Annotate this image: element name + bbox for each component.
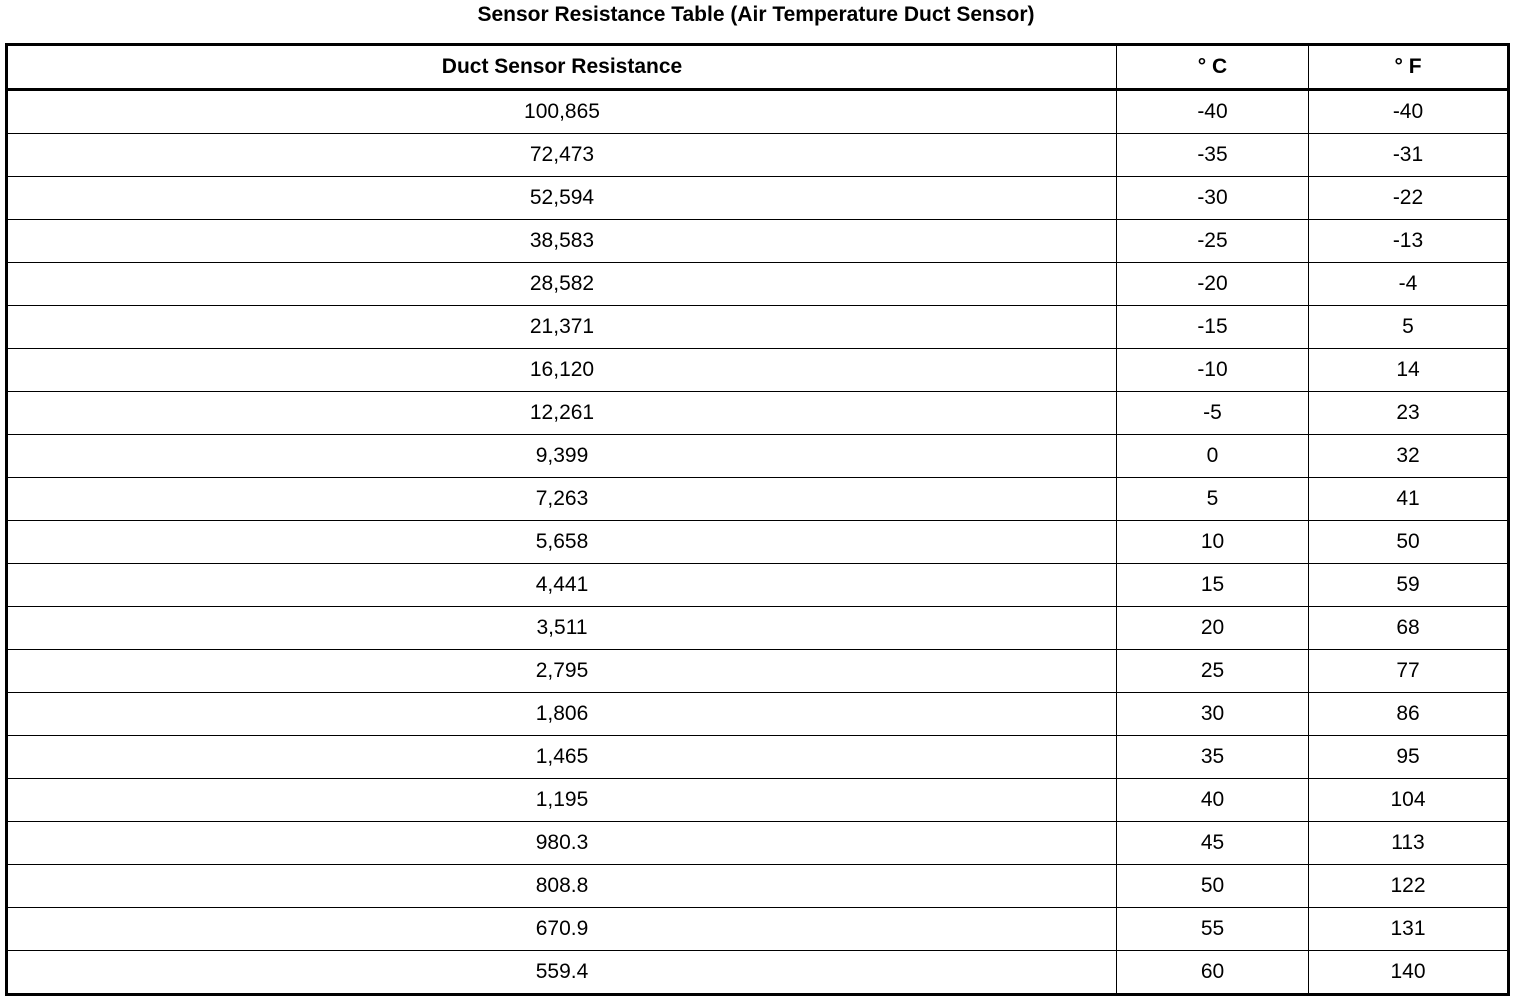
table-row xyxy=(7,908,1509,951)
table-row xyxy=(7,779,1509,822)
cell-fahrenheit: 14 xyxy=(1309,349,1509,392)
table-row xyxy=(7,736,1509,779)
cell-celsius: 55 xyxy=(1117,908,1309,951)
cell-resistance: 52,594 xyxy=(7,177,1117,220)
cell-fahrenheit: -40 xyxy=(1309,90,1509,134)
table-title: Sensor Resistance Table (Air Temperature Duct Sensor) xyxy=(477,3,1035,26)
cell-celsius: 25 xyxy=(1117,650,1309,693)
cell-celsius: -25 xyxy=(1117,220,1309,263)
sensor-resistance-table xyxy=(5,43,1510,996)
table-row xyxy=(7,177,1509,220)
cell-resistance: 12,261 xyxy=(7,392,1117,435)
table-row xyxy=(7,865,1509,908)
cell-celsius: -30 xyxy=(1117,177,1309,220)
cell-resistance: 100,865 xyxy=(7,90,1117,134)
cell-resistance: 1,465 xyxy=(7,736,1117,779)
cell-celsius: 50 xyxy=(1117,865,1309,908)
table-row xyxy=(7,134,1509,177)
cell-celsius: 60 xyxy=(1117,951,1309,995)
cell-resistance: 2,795 xyxy=(7,650,1117,693)
cell-resistance: 9,399 xyxy=(7,435,1117,478)
cell-fahrenheit: 113 xyxy=(1309,822,1509,865)
header-row xyxy=(7,45,1509,90)
cell-fahrenheit: 131 xyxy=(1309,908,1509,951)
cell-resistance: 980.3 xyxy=(7,822,1117,865)
cell-fahrenheit: 122 xyxy=(1309,865,1509,908)
cell-celsius: 20 xyxy=(1117,607,1309,650)
cell-resistance: 28,582 xyxy=(7,263,1117,306)
cell-resistance: 559.4 xyxy=(7,951,1117,995)
cell-celsius: 30 xyxy=(1117,693,1309,736)
cell-celsius: 40 xyxy=(1117,779,1309,822)
cell-fahrenheit: 95 xyxy=(1309,736,1509,779)
cell-fahrenheit: 104 xyxy=(1309,779,1509,822)
table-row xyxy=(7,693,1509,736)
table-row xyxy=(7,435,1509,478)
cell-celsius: -15 xyxy=(1117,306,1309,349)
table-row xyxy=(7,90,1509,134)
cell-fahrenheit: 59 xyxy=(1309,564,1509,607)
cell-resistance: 1,806 xyxy=(7,693,1117,736)
table-row xyxy=(7,607,1509,650)
cell-fahrenheit: -4 xyxy=(1309,263,1509,306)
cell-fahrenheit: 32 xyxy=(1309,435,1509,478)
cell-celsius: -20 xyxy=(1117,263,1309,306)
table-row xyxy=(7,521,1509,564)
cell-resistance: 21,371 xyxy=(7,306,1117,349)
header-fahrenheit: ° F xyxy=(1309,45,1509,90)
cell-celsius: -10 xyxy=(1117,349,1309,392)
table-row xyxy=(7,478,1509,521)
cell-resistance: 4,441 xyxy=(7,564,1117,607)
table-row xyxy=(7,564,1509,607)
cell-resistance: 808.8 xyxy=(7,865,1117,908)
cell-celsius: -5 xyxy=(1117,392,1309,435)
cell-resistance: 7,263 xyxy=(7,478,1117,521)
cell-resistance: 3,511 xyxy=(7,607,1117,650)
cell-celsius: -40 xyxy=(1117,90,1309,134)
cell-celsius: 35 xyxy=(1117,736,1309,779)
cell-fahrenheit: 41 xyxy=(1309,478,1509,521)
cell-resistance: 38,583 xyxy=(7,220,1117,263)
cell-celsius: 5 xyxy=(1117,478,1309,521)
cell-fahrenheit: 23 xyxy=(1309,392,1509,435)
header-resistance: Duct Sensor Resistance xyxy=(7,45,1117,90)
cell-resistance: 16,120 xyxy=(7,349,1117,392)
table-row xyxy=(7,951,1509,995)
cell-celsius: -35 xyxy=(1117,134,1309,177)
table-row xyxy=(7,650,1509,693)
table-row xyxy=(7,263,1509,306)
cell-fahrenheit: -22 xyxy=(1309,177,1509,220)
cell-fahrenheit: -13 xyxy=(1309,220,1509,263)
cell-celsius: 0 xyxy=(1117,435,1309,478)
cell-celsius: 15 xyxy=(1117,564,1309,607)
table-row xyxy=(7,306,1509,349)
cell-celsius: 45 xyxy=(1117,822,1309,865)
table-row xyxy=(7,349,1509,392)
header-celsius: ° C xyxy=(1117,45,1309,90)
cell-resistance: 5,658 xyxy=(7,521,1117,564)
cell-resistance: 72,473 xyxy=(7,134,1117,177)
cell-fahrenheit: 140 xyxy=(1309,951,1509,995)
cell-celsius: 10 xyxy=(1117,521,1309,564)
cell-fahrenheit: 50 xyxy=(1309,521,1509,564)
cell-fahrenheit: 68 xyxy=(1309,607,1509,650)
cell-fahrenheit: 5 xyxy=(1309,306,1509,349)
cell-resistance: 1,195 xyxy=(7,779,1117,822)
table-body xyxy=(7,90,1509,995)
table-row xyxy=(7,220,1509,263)
table-row xyxy=(7,392,1509,435)
cell-resistance: 670.9 xyxy=(7,908,1117,951)
cell-fahrenheit: 86 xyxy=(1309,693,1509,736)
cell-fahrenheit: -31 xyxy=(1309,134,1509,177)
cell-fahrenheit: 77 xyxy=(1309,650,1509,693)
table-row xyxy=(7,822,1509,865)
